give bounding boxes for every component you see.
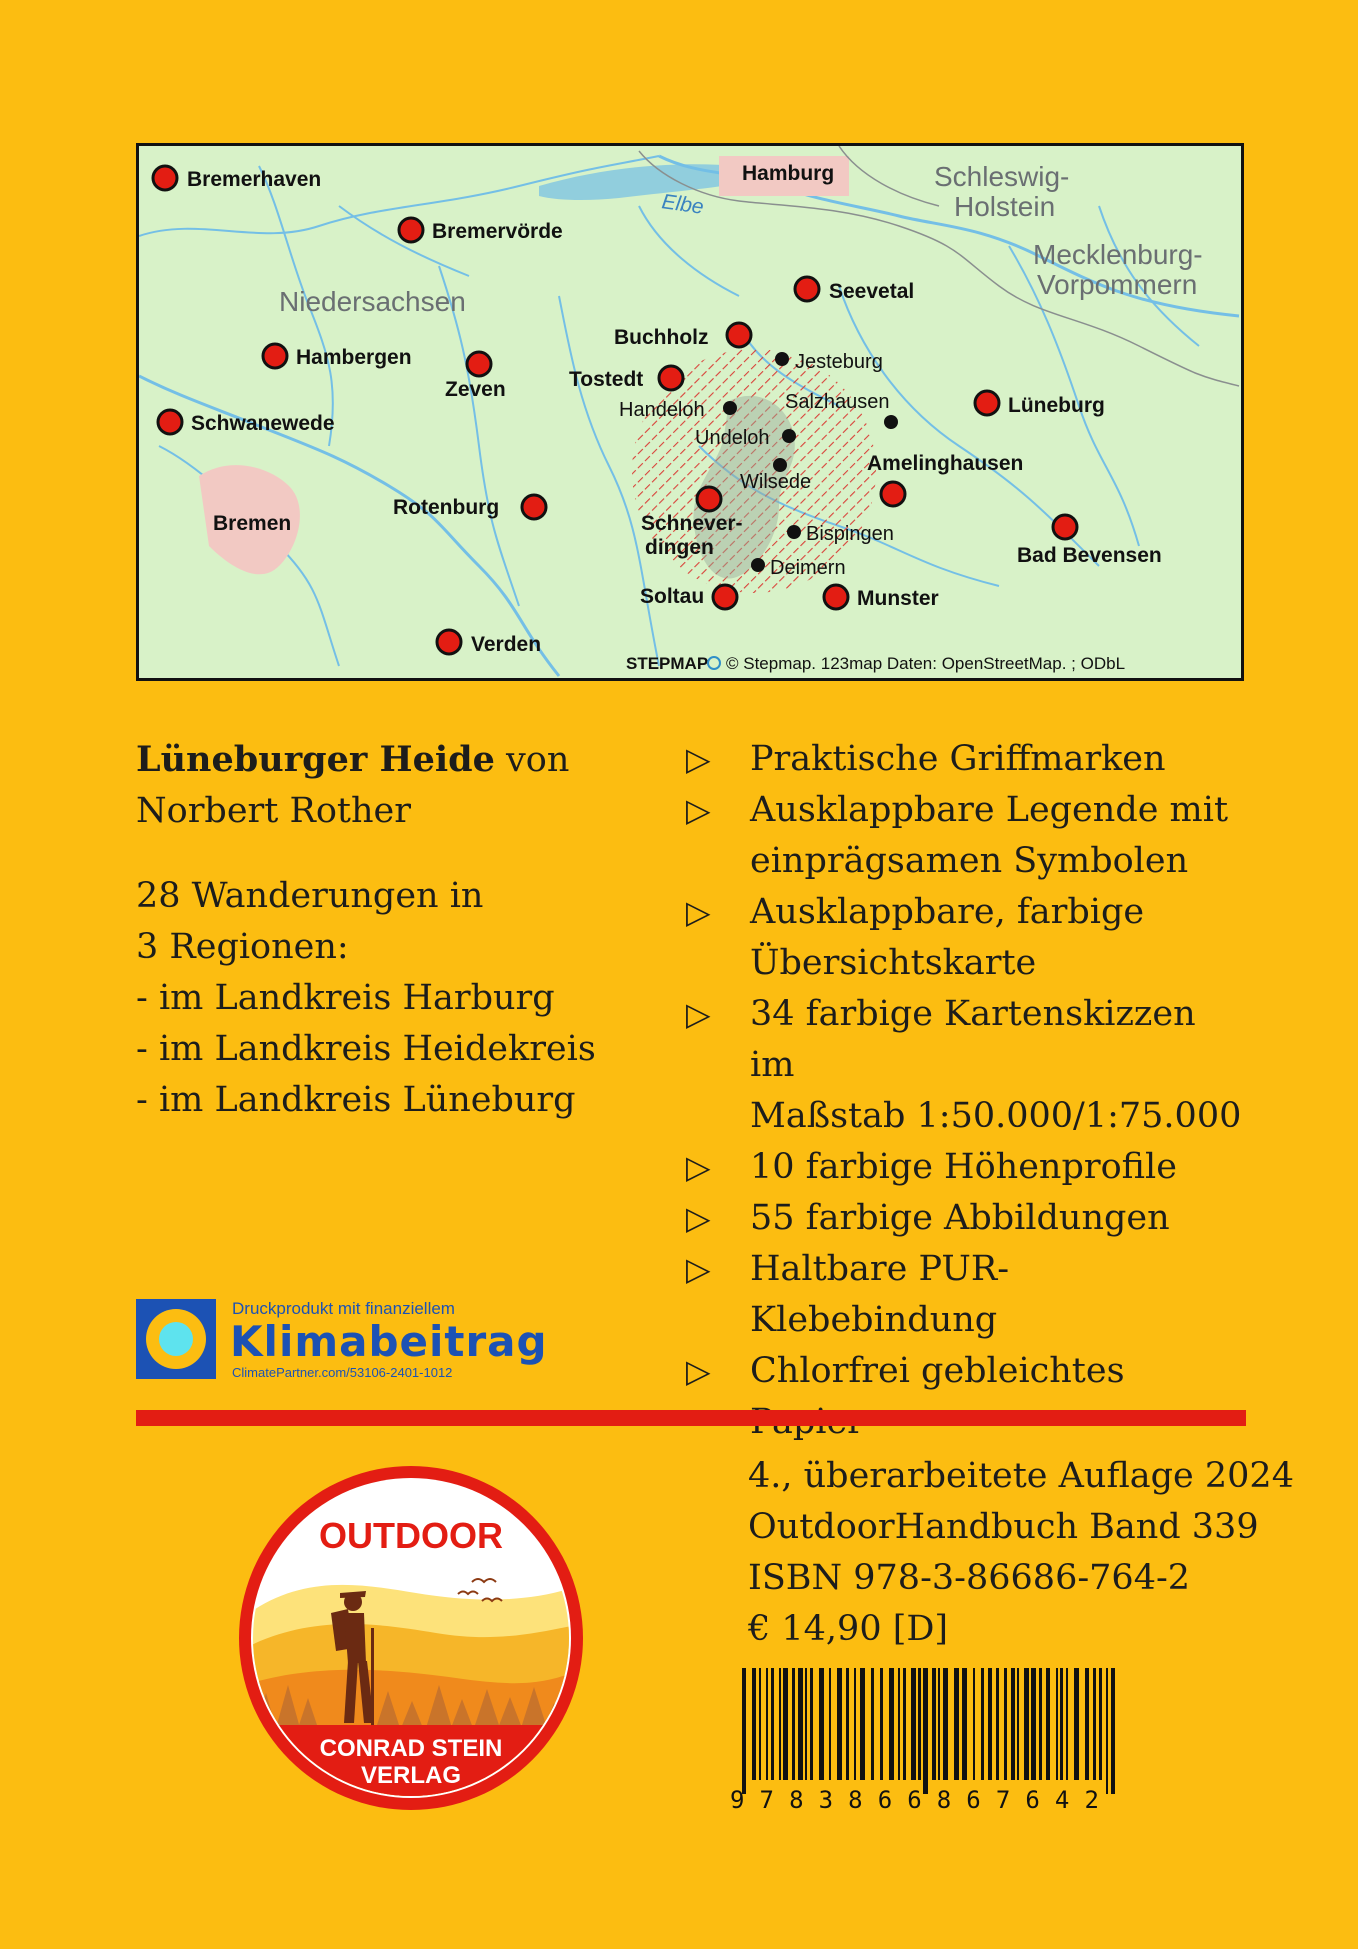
city-label-verden: Verden — [471, 633, 542, 656]
barcode-bar — [1060, 1668, 1063, 1780]
city-label-lueneburg: Lüneburg — [1008, 394, 1105, 417]
map-credit-stepmap: STEPMAP — [626, 654, 709, 673]
barcode-bar — [923, 1668, 928, 1794]
city-label-schwanewede: Schwanewede — [191, 412, 335, 435]
barcode-bar — [792, 1668, 795, 1780]
city-label-amelinghausen: Amelinghausen — [867, 452, 1024, 475]
triangle-bullet-icon: ▷ — [686, 1250, 711, 1288]
triangle-bullet-icon: ▷ — [686, 1148, 711, 1186]
feature-item — [686, 1193, 1246, 1244]
barcode-bar — [1085, 1668, 1089, 1780]
barcode-bar — [1017, 1668, 1019, 1780]
outdoor-badge — [236, 1463, 586, 1813]
barcode-bar — [1111, 1668, 1115, 1794]
barcode-bar — [962, 1668, 967, 1780]
town-dot-bispingen — [787, 525, 801, 539]
barcode-bar — [854, 1668, 856, 1780]
barcode-bar — [1074, 1668, 1079, 1780]
city-label-hambergen: Hambergen — [296, 346, 412, 369]
city-dot-bremerhaven — [153, 166, 177, 190]
barcode-bar — [973, 1668, 975, 1780]
edition-line: 4., überarbeitete Auflage 2024 — [748, 1456, 1294, 1496]
city-dot-verden — [437, 630, 461, 654]
feature-text: Praktische Griffmarken — [750, 739, 1166, 779]
town-dot-salzhausen — [884, 415, 898, 429]
town-dot-wilsede — [773, 458, 787, 472]
stepmap-globe-icon — [708, 657, 720, 669]
barcode-digit: 8 — [848, 1786, 863, 1814]
town-dot-handeloh — [723, 401, 737, 415]
city-label-tostedt: Tostedt — [569, 368, 644, 391]
city-dot-bad-bevensen — [1053, 515, 1077, 539]
barcode-bar — [771, 1668, 774, 1780]
barcode-bar — [1031, 1668, 1036, 1780]
feature-list — [686, 734, 1246, 1448]
barcode-bar — [1056, 1668, 1058, 1780]
barcode-digit: 6 — [877, 1786, 893, 1814]
klima-line-3: ClimatePartner.com/53106-2401-1012 — [232, 1365, 453, 1380]
barcode-bar — [918, 1668, 921, 1780]
city-dot-rotenburg — [522, 495, 546, 519]
barcode-bar — [783, 1668, 788, 1780]
barcode-digit: 4 — [1054, 1786, 1070, 1814]
city-label-bad-bevensen: Bad Bevensen — [1017, 544, 1162, 567]
feature-item — [686, 734, 1246, 785]
barcode-digit: 2 — [1084, 1786, 1099, 1814]
feature-text: 34 farbige Kartenskizzen im — [750, 994, 1196, 1085]
city-label-seevetal: Seevetal — [829, 280, 915, 303]
barcode-bar — [742, 1668, 746, 1794]
barcode-digit: 7 — [995, 1786, 1011, 1814]
feature-text: Chlorfrei gebleichtes — [750, 1351, 1125, 1391]
klima-line-1: Druckprodukt mit finanziellem — [232, 1299, 455, 1318]
barcode-bar — [829, 1668, 831, 1780]
title-line — [136, 734, 676, 786]
badge-title: OUTDOOR — [319, 1515, 503, 1556]
town-dot-jesteburg — [775, 352, 789, 366]
barcode-bar — [932, 1668, 936, 1780]
town-label-salzhausen: Salzhausen — [785, 391, 890, 413]
overview-map — [136, 143, 1244, 681]
city-dot-munster — [824, 585, 848, 609]
city-label-hamburg: Hamburg — [742, 162, 835, 185]
town-label-undeloh: Undeloh — [695, 427, 770, 449]
barcode-digit: 6 — [907, 1786, 922, 1814]
barcode-bar — [1099, 1668, 1102, 1780]
region-item: - im Landkreis Lüneburg — [136, 1080, 576, 1120]
publication-info — [748, 1451, 1294, 1655]
klima-line-2: Klimabeitrag — [230, 1317, 548, 1366]
feature-text: Ausklappbare Legende mit — [750, 790, 1229, 830]
feature-item — [686, 1142, 1246, 1193]
barcode-digit: 6 — [966, 1786, 981, 1814]
book-title: Lüneburger Heide — [136, 739, 495, 780]
barcode-bar — [766, 1668, 768, 1780]
region-niedersachsen: Niedersachsen — [279, 286, 466, 317]
barcode-bar — [898, 1668, 900, 1780]
intro-line-1: 28 Wanderungen in — [136, 876, 484, 916]
city-label-bremervoerde: Bremervörde — [432, 220, 563, 243]
city-dot-schwanewede — [158, 410, 182, 434]
barcode-bar — [1106, 1668, 1108, 1794]
badge-publisher-2: VERLAG — [360, 1762, 462, 1789]
city-dot-soltau — [713, 585, 737, 609]
feature-text: Übersichtskarte — [750, 943, 1037, 983]
book-summary — [136, 734, 676, 1126]
barcode-bar — [889, 1668, 894, 1780]
feature-text: 55 farbige Abbildungen — [750, 1198, 1170, 1238]
feature-item — [686, 1346, 1246, 1448]
triangle-bullet-icon: ▷ — [686, 893, 711, 931]
city-dot-lueneburg — [975, 391, 999, 415]
city-dot-schneverdingen — [697, 487, 721, 511]
town-dot-undeloh — [782, 429, 796, 443]
barcode-bar — [1004, 1668, 1007, 1780]
barcode-bar — [752, 1668, 756, 1780]
city-label-munster: Munster — [857, 587, 939, 610]
city-dot-bremervoerde — [399, 218, 423, 242]
barcode-bar — [846, 1668, 849, 1780]
feature-text: 10 farbige Höhenprofile — [750, 1147, 1177, 1187]
town-label-handeloh: Handeloh — [619, 399, 705, 421]
barcode-digits — [730, 1786, 1099, 1814]
city-dot-tostedt — [659, 366, 683, 390]
city-dot-buchholz — [727, 323, 751, 347]
region-meck-1: Mecklenburg- — [1033, 239, 1203, 270]
barcode-bar — [981, 1668, 984, 1780]
city-label-bremen: Bremen — [213, 512, 292, 535]
klimabeitrag-logo — [136, 1299, 556, 1381]
barcode-bars — [742, 1668, 1115, 1794]
feature-text: Maßstab 1:50.000/1:75.000 — [750, 1096, 1242, 1136]
barcode-bar — [805, 1668, 807, 1780]
barcode-digit: 8 — [936, 1786, 952, 1814]
triangle-bullet-icon: ▷ — [686, 1199, 711, 1237]
climate-dot-icon — [159, 1322, 193, 1356]
triangle-bullet-icon: ▷ — [686, 1352, 711, 1390]
barcode-bar — [1093, 1668, 1096, 1780]
town-label-jesteburg: Jesteburg — [795, 351, 883, 373]
badge-publisher-1: CONRAD STEIN — [319, 1735, 503, 1762]
klima-square — [136, 1299, 216, 1379]
city-label-schneverdingen-1: Schnever- — [641, 512, 743, 535]
city-label-zeven: Zeven — [445, 378, 506, 401]
triangle-bullet-icon: ▷ — [686, 791, 711, 829]
city-dot-zeven — [467, 352, 491, 376]
region-item: - im Landkreis Harburg — [136, 978, 555, 1018]
barcode-bar — [819, 1668, 824, 1780]
region-schleswig-1: Schleswig- — [934, 161, 1070, 192]
triangle-bullet-icon: ▷ — [686, 995, 711, 1033]
town-label-deimern: Deimern — [770, 557, 846, 579]
barcode-digit: 7 — [759, 1786, 774, 1814]
barcode-bar — [1011, 1668, 1015, 1780]
intro-line-2: 3 Regionen: — [136, 927, 349, 967]
barcode-bar — [798, 1668, 803, 1780]
region-schleswig-2: Holstein — [954, 191, 1056, 222]
barcode-digit: 3 — [818, 1786, 834, 1814]
barcode-bar — [871, 1668, 874, 1780]
town-dot-deimern — [751, 558, 765, 572]
book-author: Norbert Rother — [136, 791, 411, 831]
barcode-bar — [1039, 1668, 1042, 1780]
barcode-bar — [779, 1668, 781, 1780]
city-label-bremerhaven: Bremerhaven — [187, 168, 322, 191]
price-line: € 14,90 [D] — [748, 1609, 949, 1649]
barcode-bar — [938, 1668, 940, 1780]
barcode-digit: 8 — [789, 1786, 804, 1814]
divider — [136, 1410, 1246, 1426]
barcode-bar — [860, 1668, 865, 1780]
region-item: - im Landkreis Heidekreis — [136, 1029, 596, 1069]
feature-text: Haltbare PUR-Klebebindung — [750, 1249, 1010, 1340]
barcode-bar — [954, 1668, 959, 1780]
river-label-elbe: Elbe — [660, 190, 706, 219]
city-markers — [153, 166, 1077, 654]
barcode-bar — [996, 1668, 999, 1780]
city-dot-amelinghausen — [881, 482, 905, 506]
town-label-wilsede: Wilsede — [740, 471, 812, 493]
barcode-bar — [1066, 1668, 1068, 1780]
map-credit-text: © Stepmap. 123map Daten: OpenStreetMap. ; ODbL — [726, 654, 1126, 673]
feature-item — [686, 1244, 1246, 1346]
barcode-digit: 6 — [1025, 1786, 1040, 1814]
city-label-schneverdingen-2: dingen — [645, 536, 714, 559]
feature-text: einprägsamen Symbolen — [750, 841, 1189, 881]
city-label-soltau: Soltau — [640, 585, 705, 608]
city-dot-hambergen — [263, 344, 287, 368]
barcode-bar — [943, 1668, 948, 1780]
barcode-bar — [903, 1668, 906, 1780]
isbn-barcode — [728, 1668, 1128, 1818]
city-label-rotenburg: Rotenburg — [393, 496, 500, 519]
region-meck-2: Vorpommern — [1037, 269, 1198, 300]
barcode-bar — [837, 1668, 842, 1780]
barcode-digit: 9 — [730, 1786, 745, 1814]
city-label-buchholz: Buchholz — [614, 326, 709, 349]
book-by: von — [494, 740, 570, 780]
barcode-bar — [810, 1668, 813, 1780]
barcode-bar — [1046, 1668, 1050, 1780]
barcode-bar — [880, 1668, 883, 1780]
feature-item — [686, 989, 1246, 1142]
series-line: OutdoorHandbuch Band 339 — [748, 1507, 1259, 1547]
isbn-line: ISBN 978-3-86686-764-2 — [748, 1558, 1191, 1598]
town-label-bispingen: Bispingen — [806, 523, 894, 545]
feature-text: Ausklappbare, farbige — [750, 892, 1145, 932]
barcode-bar — [988, 1668, 992, 1780]
city-dot-seevetal — [795, 277, 819, 301]
barcode-bar — [759, 1668, 761, 1780]
feature-item — [686, 887, 1246, 989]
barcode-bar — [1024, 1668, 1029, 1780]
map-canvas — [139, 146, 1241, 678]
barcode-bar — [911, 1668, 916, 1780]
feature-item — [686, 785, 1246, 887]
triangle-bullet-icon: ▷ — [686, 740, 711, 778]
